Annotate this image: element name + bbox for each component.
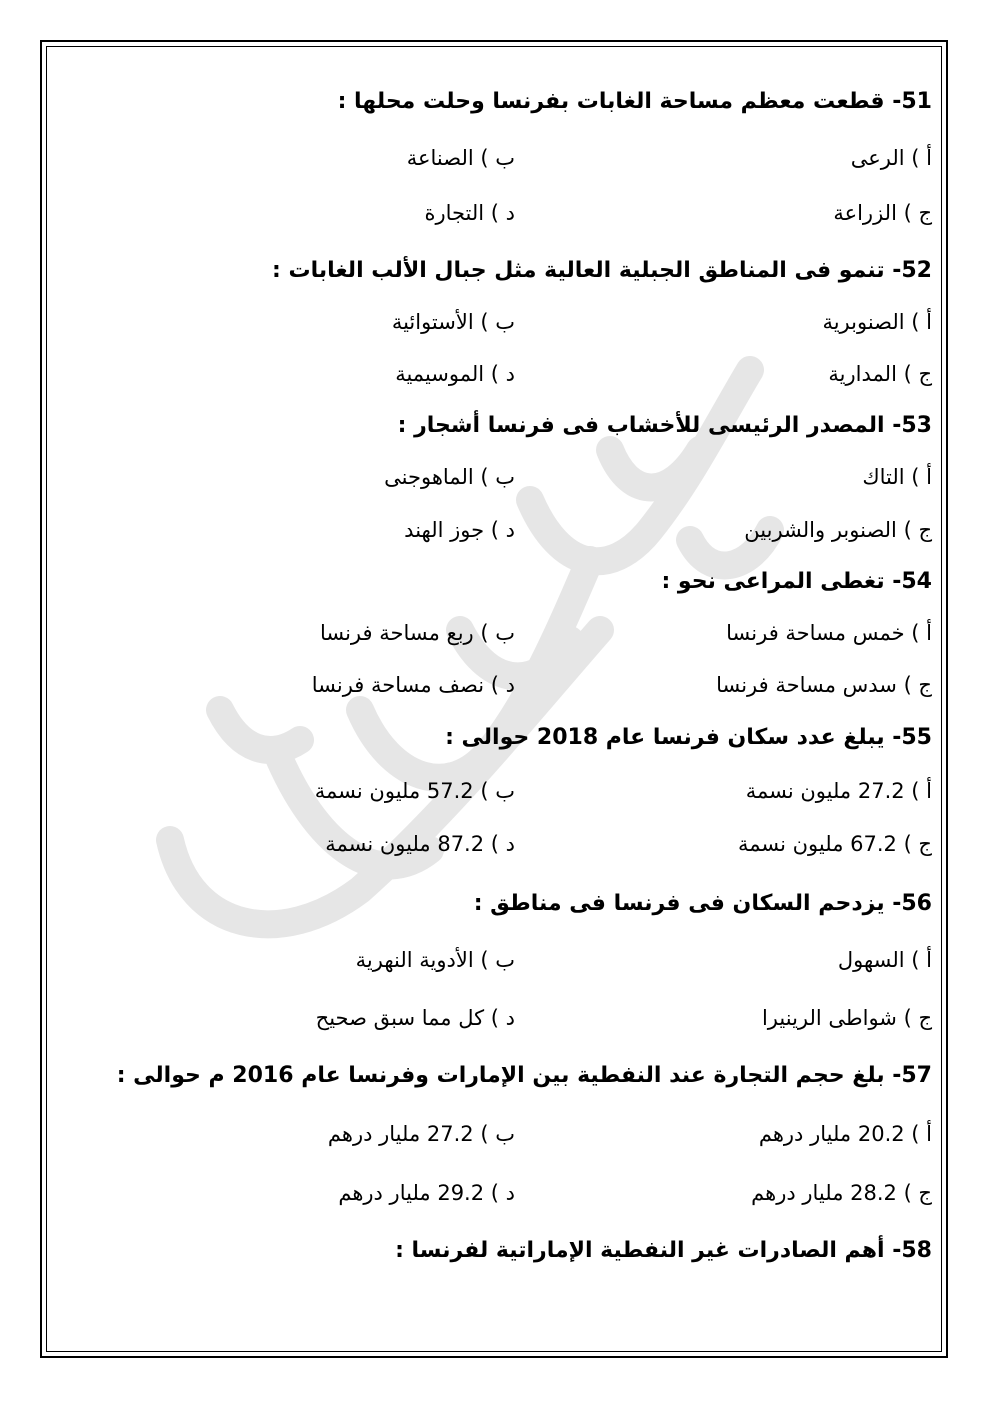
q57-option-b: ب ) 27.2 مليار درهم (327, 1122, 515, 1146)
question-55: 55- يبلغ عدد سكان فرنسا عام 2018 حوالى : (445, 725, 932, 750)
q55-option-c: ج ) 67.2 مليون نسمة (737, 832, 932, 856)
q57-option-c: ج ) 28.2 مليار درهم (751, 1181, 932, 1205)
question-56: 56- يزدحم السكان فى فرنسا فى مناطق : (473, 891, 932, 916)
q53-option-b: ب ) الماهوجنى (384, 465, 515, 489)
q52-option-d: د ) الموسيمية (395, 362, 515, 386)
q56-option-d: د ) كل مما سبق صحيح (315, 1006, 515, 1030)
q53-option-a: أ ) التاك (862, 465, 932, 489)
q51-option-b: ب ) الصناعة (406, 146, 515, 170)
question-57: 57- بلغ حجم التجارة عند النفطية بين الإمارات وفرنسا عام 2016 م حوالى : (116, 1063, 932, 1088)
question-58: 58- أهم الصادرات غير النفطية الإماراتية لفرنسا : (395, 1238, 932, 1263)
question-52: 52- تنمو فى المناطق الجبلية العالية مثل جبال الألب الغابات : (272, 258, 932, 283)
q54-option-b: ب ) ربع مساحة فرنسا (319, 621, 515, 645)
question-51: 51- قطعت معظم مساحة الغابات بفرنسا وحلت محلها : (337, 89, 932, 114)
q52-option-c: ج ) المدارية (828, 362, 932, 386)
q55-option-a: أ ) 27.2 مليون نسمة (745, 779, 932, 803)
q51-option-c: ج ) الزراعة (833, 201, 932, 225)
question-54: 54- تغطى المراعى نحو : (661, 569, 932, 594)
q54-option-a: أ ) خمس مساحة فرنسا (726, 621, 932, 645)
q52-option-a: أ ) الصنوبرية (822, 310, 932, 334)
q54-option-d: د ) نصف مساحة فرنسا (311, 673, 515, 697)
q55-option-d: د ) 87.2 مليون نسمة (325, 832, 515, 856)
q54-option-c: ج ) سدس مساحة فرنسا (716, 673, 932, 697)
q56-option-b: ب ) الأدوية النهرية (355, 948, 515, 972)
q53-option-d: د ) جوز الهند (404, 518, 515, 542)
q56-option-a: أ ) السهول (837, 948, 932, 972)
q53-option-c: ج ) الصنوبر والشربين (744, 518, 932, 542)
q57-option-d: د ) 29.2 مليار درهم (338, 1181, 515, 1205)
q51-option-a: أ ) الرعى (850, 146, 932, 170)
q51-option-d: د ) التجارة (424, 201, 515, 225)
q56-option-c: ج ) شواطى الرينيرا (761, 1006, 932, 1030)
q57-option-a: أ ) 20.2 مليار درهم (758, 1122, 932, 1146)
q52-option-b: ب ) الأستوائية (391, 310, 515, 334)
q55-option-b: ب ) 57.2 مليون نسمة (314, 779, 515, 803)
question-53: 53- المصدر الرئيسى للأخشاب فى فرنسا أشجار : (397, 413, 932, 438)
